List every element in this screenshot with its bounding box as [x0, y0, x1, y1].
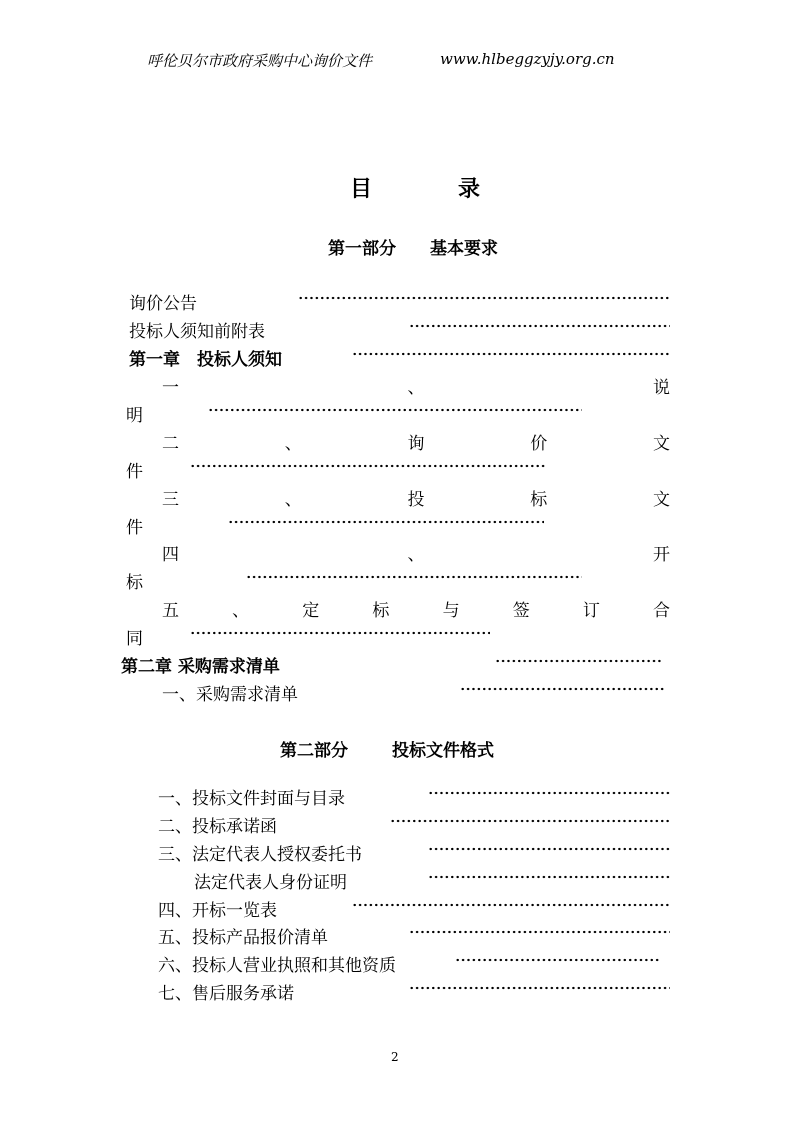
toc-char: 文 [653, 490, 670, 510]
toc-entry-label: 一、投标文件封面与目录 [158, 789, 345, 809]
leader-dots [409, 323, 670, 329]
toc-entry-label: 四、开标一览表 [158, 901, 277, 921]
toc-entry-label: 二、投标承诺函 [158, 817, 277, 837]
leader-dots [190, 463, 546, 469]
toc-char: 投 [407, 490, 425, 510]
leader-dots [352, 902, 670, 908]
toc-entry-label: 第一章 投标人须知 [129, 350, 282, 370]
toc-char: 签 [512, 601, 530, 621]
toc-entry-after-sales[interactable] [158, 979, 294, 1004]
toc-entry-ch1-item-1[interactable] [162, 373, 670, 398]
toc-entry-identity-proof[interactable] [194, 868, 347, 893]
toc-entry-ch1-item-3[interactable] [162, 485, 670, 510]
toc-char: 一 [162, 378, 179, 398]
toc-entry-label: 五、投标产品报价清单 [158, 928, 328, 948]
leader-dots [352, 351, 670, 357]
leader-dots [246, 574, 582, 580]
toc-char: 、 [407, 378, 425, 398]
toc-entry-label: 投标人须知前附表 [129, 322, 265, 342]
toc-char: 、 [284, 490, 302, 510]
toc-entry-label: 三、法定代表人授权委托书 [158, 845, 362, 865]
toc-entry-chapter-1[interactable] [129, 345, 282, 370]
leader-dots [228, 519, 544, 525]
toc-char: 标 [530, 490, 548, 510]
header-doc-title: 呼伦贝尔市政府采购中心询价文件 [147, 52, 373, 70]
toc-entry-label: 法定代表人身份证明 [194, 873, 347, 893]
toc-entry-notice[interactable] [129, 289, 197, 314]
leader-dots [455, 957, 660, 963]
leader-dots [428, 790, 670, 796]
toc-entry-price-list[interactable] [158, 923, 328, 948]
toc-char: 三 [162, 490, 179, 510]
toc-char: 二 [162, 434, 179, 454]
toc-char: 订 [582, 601, 600, 621]
leader-dots [428, 846, 670, 852]
toc-char: 四 [162, 545, 179, 565]
toc-entry-ch1-item-1-tail: 明 [126, 406, 143, 426]
toc-char: 合 [652, 601, 670, 621]
toc-char: 询 [407, 434, 425, 454]
toc-entry-label: 七、售后服务承诺 [158, 984, 294, 1004]
toc-entry-ch1-item-2-tail: 件 [126, 462, 143, 482]
toc-title-char-2: 录 [458, 176, 481, 202]
toc-char: 与 [442, 601, 460, 621]
toc-char: 价 [530, 434, 548, 454]
toc-char: 、 [284, 434, 302, 454]
toc-char: 标 [372, 601, 390, 621]
toc-entry-ch1-item-2[interactable] [162, 429, 670, 454]
toc-entry-chapter-2[interactable] [121, 652, 280, 677]
part2-name: 投标文件格式 [392, 741, 494, 761]
toc-entry-opening-summary[interactable] [158, 896, 277, 921]
toc-entry-ch1-item-4-tail: 标 [126, 573, 143, 593]
toc-entry-ch1-item-4[interactable] [162, 540, 670, 565]
toc-char: 开 [653, 545, 670, 565]
toc-entry-label: 六、投标人营业执照和其他资质 [158, 956, 396, 976]
toc-entry-commitment-letter[interactable] [158, 812, 277, 837]
toc-char: 说 [653, 378, 670, 398]
leader-dots [298, 295, 670, 301]
part2-label: 第二部分 [280, 741, 348, 761]
leader-dots [208, 407, 582, 413]
toc-entry-annex[interactable] [129, 317, 265, 342]
toc-entry-bid-cover[interactable] [158, 784, 345, 809]
leader-dots [428, 874, 670, 880]
toc-entry-ch1-item-5[interactable] [162, 596, 670, 621]
toc-char: 、 [407, 545, 425, 565]
page-number: 2 [391, 1050, 399, 1064]
leader-dots [495, 658, 663, 664]
toc-entry-business-license[interactable] [158, 951, 396, 976]
leader-dots [460, 686, 666, 692]
toc-entry-label: 询价公告 [129, 294, 197, 314]
toc-char: 、 [232, 601, 250, 621]
toc-title-char-1: 目 [350, 176, 373, 202]
toc-entry-ch1-item-5-tail: 同 [126, 629, 143, 649]
toc-entry-ch1-item-3-tail: 件 [126, 518, 143, 538]
leader-dots [190, 630, 490, 636]
leader-dots [409, 929, 670, 935]
leader-dots [409, 985, 670, 991]
toc-entry-label: 第二章 采购需求清单 [121, 657, 280, 677]
toc-entry-procurement-list[interactable] [162, 680, 298, 705]
toc-entry-label: 一、采购需求清单 [162, 685, 298, 705]
leader-dots [390, 818, 670, 824]
toc-char: 定 [302, 601, 320, 621]
toc-entry-authorization[interactable] [158, 840, 362, 865]
toc-char: 五 [162, 601, 179, 621]
toc-char: 文 [653, 434, 670, 454]
part1-label: 第一部分 [328, 239, 396, 259]
part1-name: 基本要求 [430, 239, 498, 259]
header-website: www.hlbeggzyjy.org.cn [440, 50, 615, 68]
